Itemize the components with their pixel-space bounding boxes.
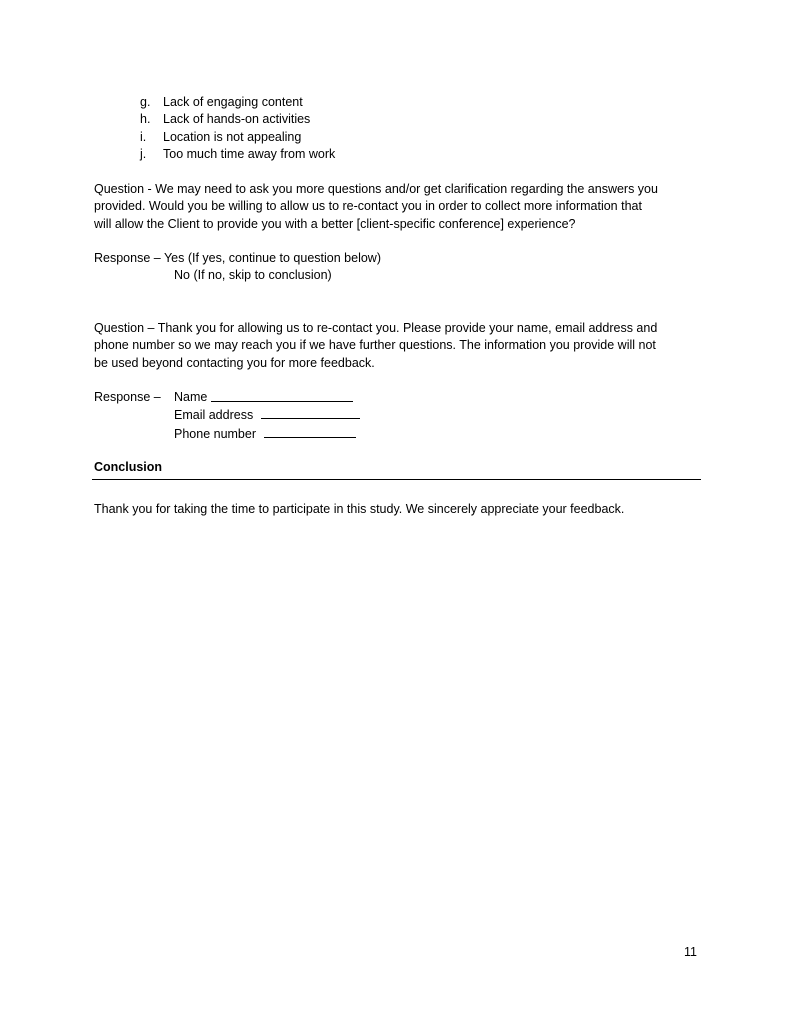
conclusion-text: Thank you for taking the time to participate in this study. We sincerely appreciate your feedback. [94,502,625,516]
answer-options-list [140,94,335,164]
name-field-label: Name [174,390,208,404]
response-contact-info [94,389,704,443]
question-recontact [94,181,704,233]
list-item-text: Too much time away from work [163,147,336,162]
question-contact-info [94,320,704,372]
section-divider [92,479,701,480]
name-field-row [94,389,704,406]
list-item-text: Lack of hands-on activities [163,112,311,127]
phone-field-blank[interactable] [264,425,356,438]
question-line: will allow the Client to provide you with a better [client-specific conference] experience? [94,216,576,231]
response-label: Response – [94,390,161,404]
phone-field-row [94,425,704,443]
page-number: 11 [684,945,697,959]
list-marker: i. [140,129,147,144]
list-item [140,146,335,163]
list-item [140,111,335,128]
conclusion-heading: Conclusion [94,460,163,474]
email-field-blank[interactable] [261,406,360,419]
list-item [140,94,335,111]
list-marker: h. [140,112,151,127]
question-line: provided. Would you be willing to allow us to re-contact you in order to collect more information that [94,199,642,214]
list-item-text: Location is not appealing [163,129,302,144]
response-recontact [94,250,704,285]
response-no: No (If no, skip to conclusion) [174,268,332,283]
email-field-label: Email address [174,408,254,423]
phone-field-label: Phone number [174,426,257,441]
list-marker: g. [140,95,151,109]
question-line: Question – Thank you for allowing us to re-contact you. Please provide your name, email address and [94,321,658,335]
question-line: be used beyond contacting you for more feedback. [94,355,375,370]
response-yes: Response – Yes (If yes, continue to question below) [94,251,381,265]
name-field-blank[interactable] [211,389,353,402]
question-line: Question - We may need to ask you more questions and/or get clarification regarding the answers you [94,182,658,196]
list-item [140,129,335,146]
email-field-row [94,406,704,424]
list-marker: j. [140,147,147,162]
question-line: phone number so we may reach you if we have further questions. The information you provide will not [94,338,656,353]
list-item-text: Lack of engaging content [163,95,303,109]
